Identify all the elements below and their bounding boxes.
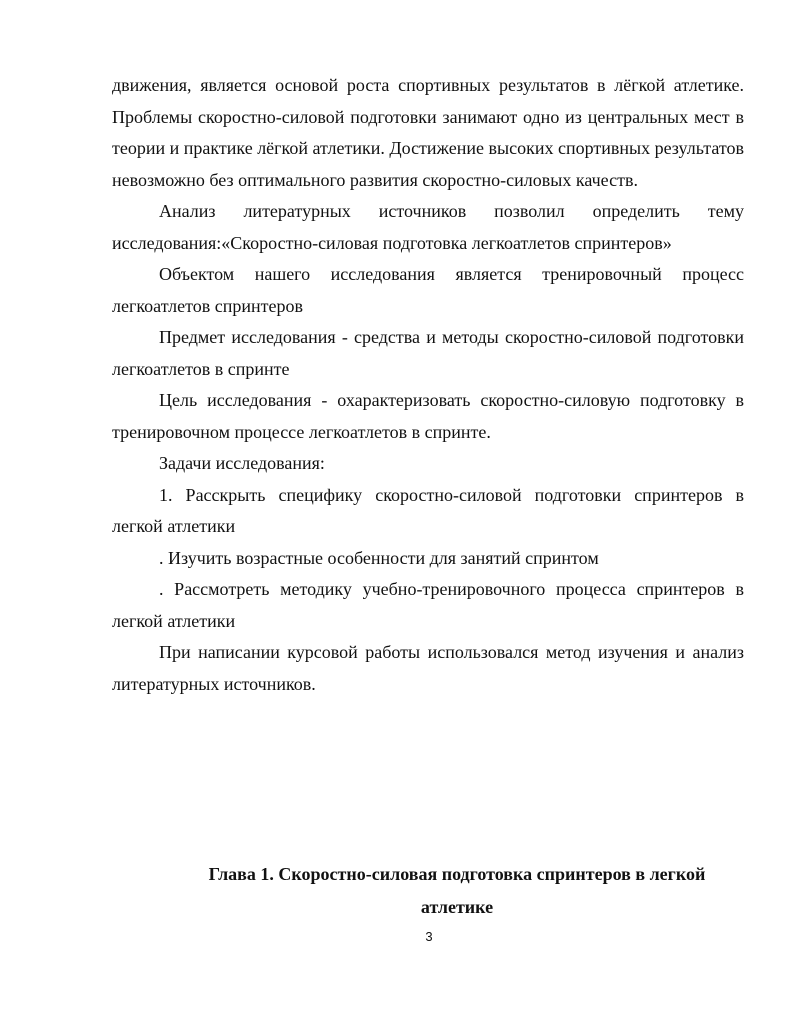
paragraph-task-2: . Изучить возрастные особенности для занятий спринтом [159,547,599,568]
body-text [112,70,744,700]
chapter-heading-line-1: Глава 1. Скоростно-силовая подготовка спринтеров в легкой [208,864,706,884]
paragraph-goal: Цель исследования - охарактеризовать скоростно-силовую подготовку в тренировочном процессе легкоатлетов в спринте. [112,390,744,442]
paragraph-object: Объектом нашего исследования является тренировочный процесс легкоатлетов спринтеров [112,264,744,316]
paragraph-continuation: движения, является основой роста спортивных результатов в лёгкой атлетике. Проблемы скоростно-силовой подготовки занимают одно из центральных мест в теории и практике лёгкой атлетики. Достижение высоких спортивных результатов невозможно без оптимального развития скоростно-силовых качеств. [112,75,744,190]
paragraph-method: При написании курсовой работы использовался метод изучения и анализ литературных источников. [112,642,744,694]
paragraph-task-3: . Рассмотреть методику учебно-тренировочного процесса спринтеров в легкой атлетики [112,579,744,631]
paragraph-subject: Предмет исследования - средства и методы скоростно-силовой подготовки легкоатлетов в спринте [112,327,744,379]
chapter-heading [112,858,800,924]
paragraph-tasks-heading: Задачи исследования: [159,453,325,473]
chapter-heading-line-2: атлетике [420,897,494,917]
paragraph-topic: Анализ литературных источников позволил определить тему исследования:«Скоростно-силовая подготовка легкоатлетов спринтеров» [112,201,744,253]
paragraph-task-1: 1. Расскрыть специфику скоростно-силовой подготовки спринтеров в легкой атлетики [112,484,744,536]
page-number: 3 [425,929,433,944]
